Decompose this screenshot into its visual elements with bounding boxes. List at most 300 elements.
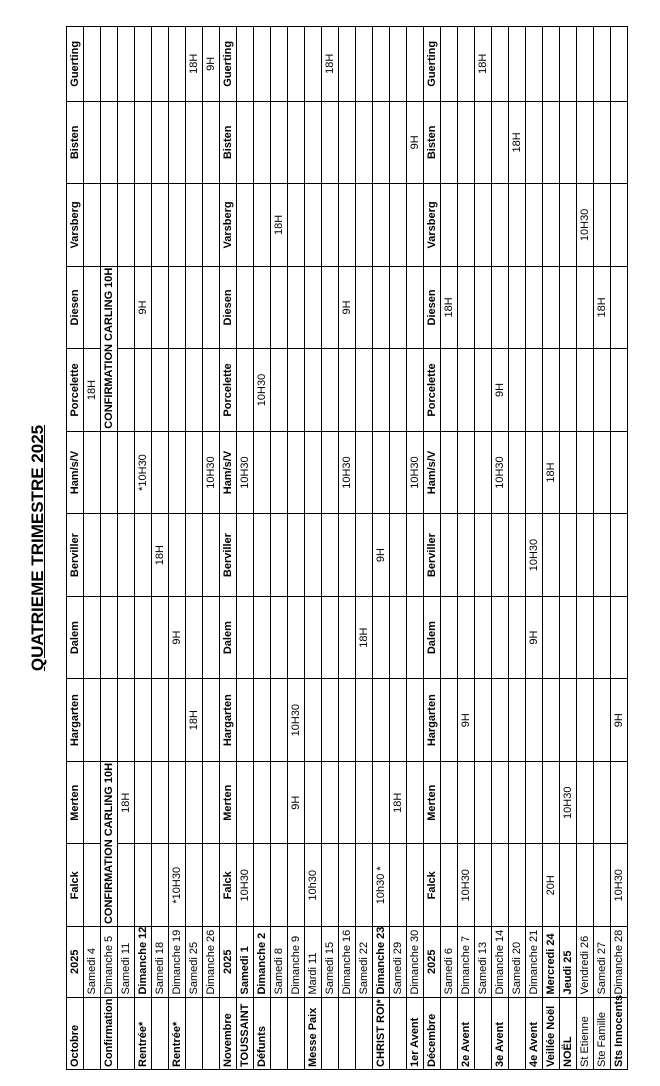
cell-falck [526, 844, 543, 927]
cell-diesen [152, 266, 169, 349]
cell-guerting [254, 27, 271, 102]
cell-hargarten [390, 679, 407, 762]
cell-ham [577, 431, 594, 514]
cell-berviller [509, 514, 526, 597]
cell-falck [288, 844, 305, 927]
cell-ham [441, 431, 458, 514]
cell-merten [84, 761, 101, 844]
year-label: 2025 [424, 927, 441, 997]
village-header-diesen: Diesen [220, 266, 237, 349]
table-row [135, 27, 152, 1070]
cell-berviller [390, 514, 407, 597]
cell-merten [271, 761, 288, 844]
row-date: Vendredi 26 [577, 927, 594, 997]
cell-dalem: 18H [356, 596, 373, 679]
cell-falck [475, 844, 492, 927]
cell-varsberg [492, 184, 509, 267]
table-row [509, 27, 526, 1070]
cell-varsberg [322, 184, 339, 267]
month-label: Octobre [67, 997, 84, 1069]
cell-porcelette [441, 349, 458, 432]
village-header-bisten: Bisten [424, 101, 441, 184]
cell-bisten [135, 101, 152, 184]
cell-berviller [118, 514, 135, 597]
cell-falck [84, 844, 101, 927]
cell-dalem [577, 596, 594, 679]
cell-guerting [577, 27, 594, 102]
row-date: Samedi 20 [509, 927, 526, 997]
cell-berviller [271, 514, 288, 597]
table-row [288, 27, 305, 1070]
cell-guerting: 9H [203, 27, 220, 102]
cell-varsberg [186, 184, 203, 267]
cell-merten [254, 761, 271, 844]
cell-porcelette [373, 349, 390, 432]
cell-hargarten [169, 679, 186, 762]
cell-ham [390, 431, 407, 514]
cell-guerting [390, 27, 407, 102]
cell-bisten [118, 101, 135, 184]
cell-diesen [169, 266, 186, 349]
village-header-merten: Merten [220, 761, 237, 844]
cell-bisten [492, 101, 509, 184]
cell-guerting [492, 27, 509, 102]
row-date: Mardi 11 [305, 927, 322, 997]
cell-diesen: 9H [135, 266, 152, 349]
cell-merten [152, 761, 169, 844]
cell-varsberg [611, 184, 628, 267]
cell-bisten [152, 101, 169, 184]
cell-merten [322, 761, 339, 844]
cell-falck: 10H30 [237, 844, 254, 927]
year-label: 2025 [67, 927, 84, 997]
row-label [390, 997, 407, 1069]
village-header-berviller: Berviller [220, 514, 237, 597]
cell-ham [373, 431, 390, 514]
cell-hargarten: 9H [611, 679, 628, 762]
cell-porcelette [356, 349, 373, 432]
cell-bisten [390, 101, 407, 184]
cell-berviller [237, 514, 254, 597]
cell-dalem [373, 596, 390, 679]
cell-falck [254, 844, 271, 927]
cell-bisten: 9H [407, 101, 424, 184]
cell-ham [509, 431, 526, 514]
cell-varsberg [203, 184, 220, 267]
cell-dalem [594, 596, 611, 679]
table-row [237, 27, 254, 1070]
cell-ham [288, 431, 305, 514]
cell-ham [118, 431, 135, 514]
cell-guerting [169, 27, 186, 102]
cell-guerting: 18H [186, 27, 203, 102]
cell-varsberg: 10H30 [577, 184, 594, 267]
cell-berviller [560, 514, 577, 597]
cell-hargarten [101, 679, 118, 762]
cell-dalem [152, 596, 169, 679]
cell-falck [271, 844, 288, 927]
cell-guerting [458, 27, 475, 102]
cell-ham: 18H [543, 431, 560, 514]
row-label [203, 997, 220, 1069]
cell-porcelette: 18H [84, 349, 101, 432]
cell-varsberg [407, 184, 424, 267]
cell-diesen: 18H [594, 266, 611, 349]
cell-dalem [509, 596, 526, 679]
cell-diesen [526, 266, 543, 349]
cell-berviller [441, 514, 458, 597]
cell-porcelette [288, 349, 305, 432]
row-label: 4e Avent [526, 997, 543, 1069]
table-row [152, 27, 169, 1070]
cell-varsberg [305, 184, 322, 267]
cell-hargarten [254, 679, 271, 762]
village-header-bisten: Bisten [220, 101, 237, 184]
cell-falck: 10H30 [611, 844, 628, 927]
table-row [254, 27, 271, 1070]
row-date: Dimanche 5 [101, 927, 118, 997]
cell-guerting [441, 27, 458, 102]
cell-guerting [288, 27, 305, 102]
row-date: Samedi 22 [356, 927, 373, 997]
row-date: Dimanche 23 [373, 927, 390, 997]
row-label: Veillée Noël [543, 997, 560, 1069]
village-header-dalem: Dalem [220, 596, 237, 679]
cell-dalem: 9H [169, 596, 186, 679]
cell-ham [101, 431, 118, 514]
year-label: 2025 [220, 927, 237, 997]
cell-berviller [322, 514, 339, 597]
cell-varsberg [560, 184, 577, 267]
cell-ham [186, 431, 203, 514]
row-date: Dimanche 21 [526, 927, 543, 997]
cell-guerting [237, 27, 254, 102]
cell-varsberg [373, 184, 390, 267]
cell-varsberg [339, 184, 356, 267]
cell-porcelette [611, 349, 628, 432]
village-header-porcelette: Porcelette [424, 349, 441, 432]
row-label [441, 997, 458, 1069]
table-row [84, 27, 101, 1070]
village-header-hargarten: Hargarten [220, 679, 237, 762]
village-header-varsberg: Varsberg [424, 184, 441, 267]
cell-merten [237, 761, 254, 844]
cell-porcelette [407, 349, 424, 432]
cell-bisten [84, 101, 101, 184]
cell-merten [509, 761, 526, 844]
cell-bisten: 18H [509, 101, 526, 184]
row-date: Samedi 4 [84, 927, 101, 997]
row-date: Samedi 18 [152, 927, 169, 997]
cell-merten [492, 761, 509, 844]
cell-diesen: 9H [339, 266, 356, 349]
row-date: Dimanche 28 [611, 927, 628, 997]
cell-varsberg: 18H [271, 184, 288, 267]
cell-berviller [577, 514, 594, 597]
row-label [356, 997, 373, 1069]
cell-dalem [407, 596, 424, 679]
cell-berviller [611, 514, 628, 597]
cell-berviller [356, 514, 373, 597]
cell-merten [186, 761, 203, 844]
cell-falck [577, 844, 594, 927]
cell-porcelette [339, 349, 356, 432]
cell-falck: 10h30 * [373, 844, 390, 927]
row-label: Rentrée* [169, 997, 186, 1069]
cell-varsberg [475, 184, 492, 267]
village-header-guerting: Guerting [424, 27, 441, 102]
row-date: Dimanche 30 [407, 927, 424, 997]
row-date: Dimanche 9 [288, 927, 305, 997]
village-header-falck: Falck [220, 844, 237, 927]
cell-guerting [373, 27, 390, 102]
cell-ham [458, 431, 475, 514]
village-header-porcelette: Porcelette [220, 349, 237, 432]
row-label [271, 997, 288, 1069]
table-row [203, 27, 220, 1070]
row-date: Samedi 1 [237, 927, 254, 997]
cell-guerting [407, 27, 424, 102]
cell-porcelette [475, 349, 492, 432]
cell-merten [475, 761, 492, 844]
cell-falck [407, 844, 424, 927]
page-title: QUATRIEME TRIMESTRE 2025 [28, 424, 47, 672]
cell-guerting [594, 27, 611, 102]
cell-diesen [203, 266, 220, 349]
cell-guerting [101, 27, 118, 102]
cell-bisten [271, 101, 288, 184]
cell-porcelette [203, 349, 220, 432]
cell-hargarten [492, 679, 509, 762]
cell-porcelette [271, 349, 288, 432]
table-row [339, 27, 356, 1070]
cell-varsberg [135, 184, 152, 267]
cell-dalem [441, 596, 458, 679]
cell-varsberg [152, 184, 169, 267]
cell-porcelette: 10H30 [254, 349, 271, 432]
cell-diesen [407, 266, 424, 349]
cell-dalem [135, 596, 152, 679]
cell-berviller [84, 514, 101, 597]
cell-merten [135, 761, 152, 844]
cell-falck [135, 844, 152, 927]
cell-bisten [373, 101, 390, 184]
village-header-hargarten: Hargarten [67, 679, 84, 762]
cell-bisten [441, 101, 458, 184]
cell-porcelette [135, 349, 152, 432]
row-label: Sts Innocents [611, 997, 628, 1069]
table-row [271, 27, 288, 1070]
table-row [611, 27, 628, 1070]
cell-merten [407, 761, 424, 844]
village-header-berviller: Berviller [67, 514, 84, 597]
cell-guerting: 18H [322, 27, 339, 102]
row-label [84, 997, 101, 1069]
cell-diesen [118, 266, 135, 349]
cell-berviller [254, 514, 271, 597]
village-header-ham: Ham/s/V [220, 431, 237, 514]
table-row [305, 27, 322, 1070]
cell-ham [169, 431, 186, 514]
row-date: Dimanche 2 [254, 927, 271, 997]
cell-porcelette: 9H [492, 349, 509, 432]
cell-hargarten [339, 679, 356, 762]
cell-dalem [560, 596, 577, 679]
row-label [152, 997, 169, 1069]
cell-falck [356, 844, 373, 927]
village-header-hargarten: Hargarten [424, 679, 441, 762]
cell-berviller [203, 514, 220, 597]
cell-diesen [322, 266, 339, 349]
cell-bisten [577, 101, 594, 184]
cell-diesen [254, 266, 271, 349]
cell-hargarten [237, 679, 254, 762]
row-label: NOËL [560, 997, 577, 1069]
cell-bisten [356, 101, 373, 184]
cell-falck: 10H30 [458, 844, 475, 927]
cell-falck [339, 844, 356, 927]
cell-guerting [118, 27, 135, 102]
cell-berviller: 9H [373, 514, 390, 597]
cell-dalem [186, 596, 203, 679]
cell-bisten [101, 101, 118, 184]
village-header-bisten: Bisten [67, 101, 84, 184]
row-label [509, 997, 526, 1069]
village-header-ham: Ham/s/V [424, 431, 441, 514]
cell-diesen [560, 266, 577, 349]
village-header-dalem: Dalem [67, 596, 84, 679]
cell-ham [305, 431, 322, 514]
table-row [407, 27, 424, 1070]
cell-bisten [560, 101, 577, 184]
cell-falck [441, 844, 458, 927]
header-row [220, 27, 237, 1070]
row-label: Messe Paix [305, 997, 322, 1069]
village-header-merten: Merten [67, 761, 84, 844]
row-date: Samedi 8 [271, 927, 288, 997]
cell-merten [169, 761, 186, 844]
row-label: St Etienne [577, 997, 594, 1069]
cell-hargarten [475, 679, 492, 762]
cell-dalem [543, 596, 560, 679]
cell-falck [322, 844, 339, 927]
cell-guerting [526, 27, 543, 102]
cell-falck: 10h30 [305, 844, 322, 927]
village-header-varsberg: Varsberg [67, 184, 84, 267]
cell-berviller [288, 514, 305, 597]
cell-diesen [305, 266, 322, 349]
table-row [526, 27, 543, 1070]
cell-porcelette [118, 349, 135, 432]
cell-bisten [288, 101, 305, 184]
cell-dalem [118, 596, 135, 679]
cell-ham [475, 431, 492, 514]
row-label: 1er Avent [407, 997, 424, 1069]
cell-dalem [475, 596, 492, 679]
cell-guerting [509, 27, 526, 102]
cell-dalem [322, 596, 339, 679]
cell-hargarten: 10H30 [288, 679, 305, 762]
month-label: Novembre [220, 997, 237, 1069]
cell-berviller [458, 514, 475, 597]
confirmation-carling: CONFIRMATION CARLING 10H [101, 266, 118, 431]
month-label: Décembre [424, 997, 441, 1069]
cell-bisten [458, 101, 475, 184]
cell-ham [594, 431, 611, 514]
table-row [390, 27, 407, 1070]
cell-falck [560, 844, 577, 927]
cell-diesen [186, 266, 203, 349]
cell-hargarten: 18H [186, 679, 203, 762]
cell-falck: *10H30 [169, 844, 186, 927]
row-label: Rentrée* [135, 997, 152, 1069]
cell-porcelette [458, 349, 475, 432]
village-header-merten: Merten [424, 761, 441, 844]
cell-merten: 18H [390, 761, 407, 844]
cell-berviller [135, 514, 152, 597]
cell-varsberg [288, 184, 305, 267]
cell-berviller [407, 514, 424, 597]
cell-bisten [169, 101, 186, 184]
cell-ham [322, 431, 339, 514]
row-date: Mercredi 24 [543, 927, 560, 997]
cell-diesen [509, 266, 526, 349]
cell-porcelette [169, 349, 186, 432]
cell-falck [186, 844, 203, 927]
cell-varsberg [458, 184, 475, 267]
cell-ham [560, 431, 577, 514]
header-row [424, 27, 441, 1070]
cell-falck [118, 844, 135, 927]
cell-varsberg [509, 184, 526, 267]
cell-hargarten [322, 679, 339, 762]
row-date: Samedi 15 [322, 927, 339, 997]
cell-guerting [305, 27, 322, 102]
row-label: Ste Famille [594, 997, 611, 1069]
cell-dalem [271, 596, 288, 679]
cell-hargarten [441, 679, 458, 762]
cell-merten [356, 761, 373, 844]
cell-ham: 10H30 [339, 431, 356, 514]
row-date: Samedi 25 [186, 927, 203, 997]
row-date: Dimanche 7 [458, 927, 475, 997]
table-row [356, 27, 373, 1070]
cell-porcelette [390, 349, 407, 432]
cell-hargarten [407, 679, 424, 762]
cell-guerting: 18H [475, 27, 492, 102]
cell-merten [373, 761, 390, 844]
cell-dalem [458, 596, 475, 679]
cell-porcelette [152, 349, 169, 432]
row-label [339, 997, 356, 1069]
row-date: Dimanche 16 [339, 927, 356, 997]
cell-varsberg [441, 184, 458, 267]
cell-diesen [492, 266, 509, 349]
cell-merten [594, 761, 611, 844]
table-row [373, 27, 390, 1070]
cell-berviller [101, 514, 118, 597]
table-row [118, 27, 135, 1070]
cell-berviller [594, 514, 611, 597]
cell-ham [526, 431, 543, 514]
cell-falck [152, 844, 169, 927]
village-header-dalem: Dalem [424, 596, 441, 679]
cell-berviller [543, 514, 560, 597]
cell-varsberg [526, 184, 543, 267]
cell-ham: 10H30 [492, 431, 509, 514]
cell-ham: 10H30 [407, 431, 424, 514]
table-row [169, 27, 186, 1070]
